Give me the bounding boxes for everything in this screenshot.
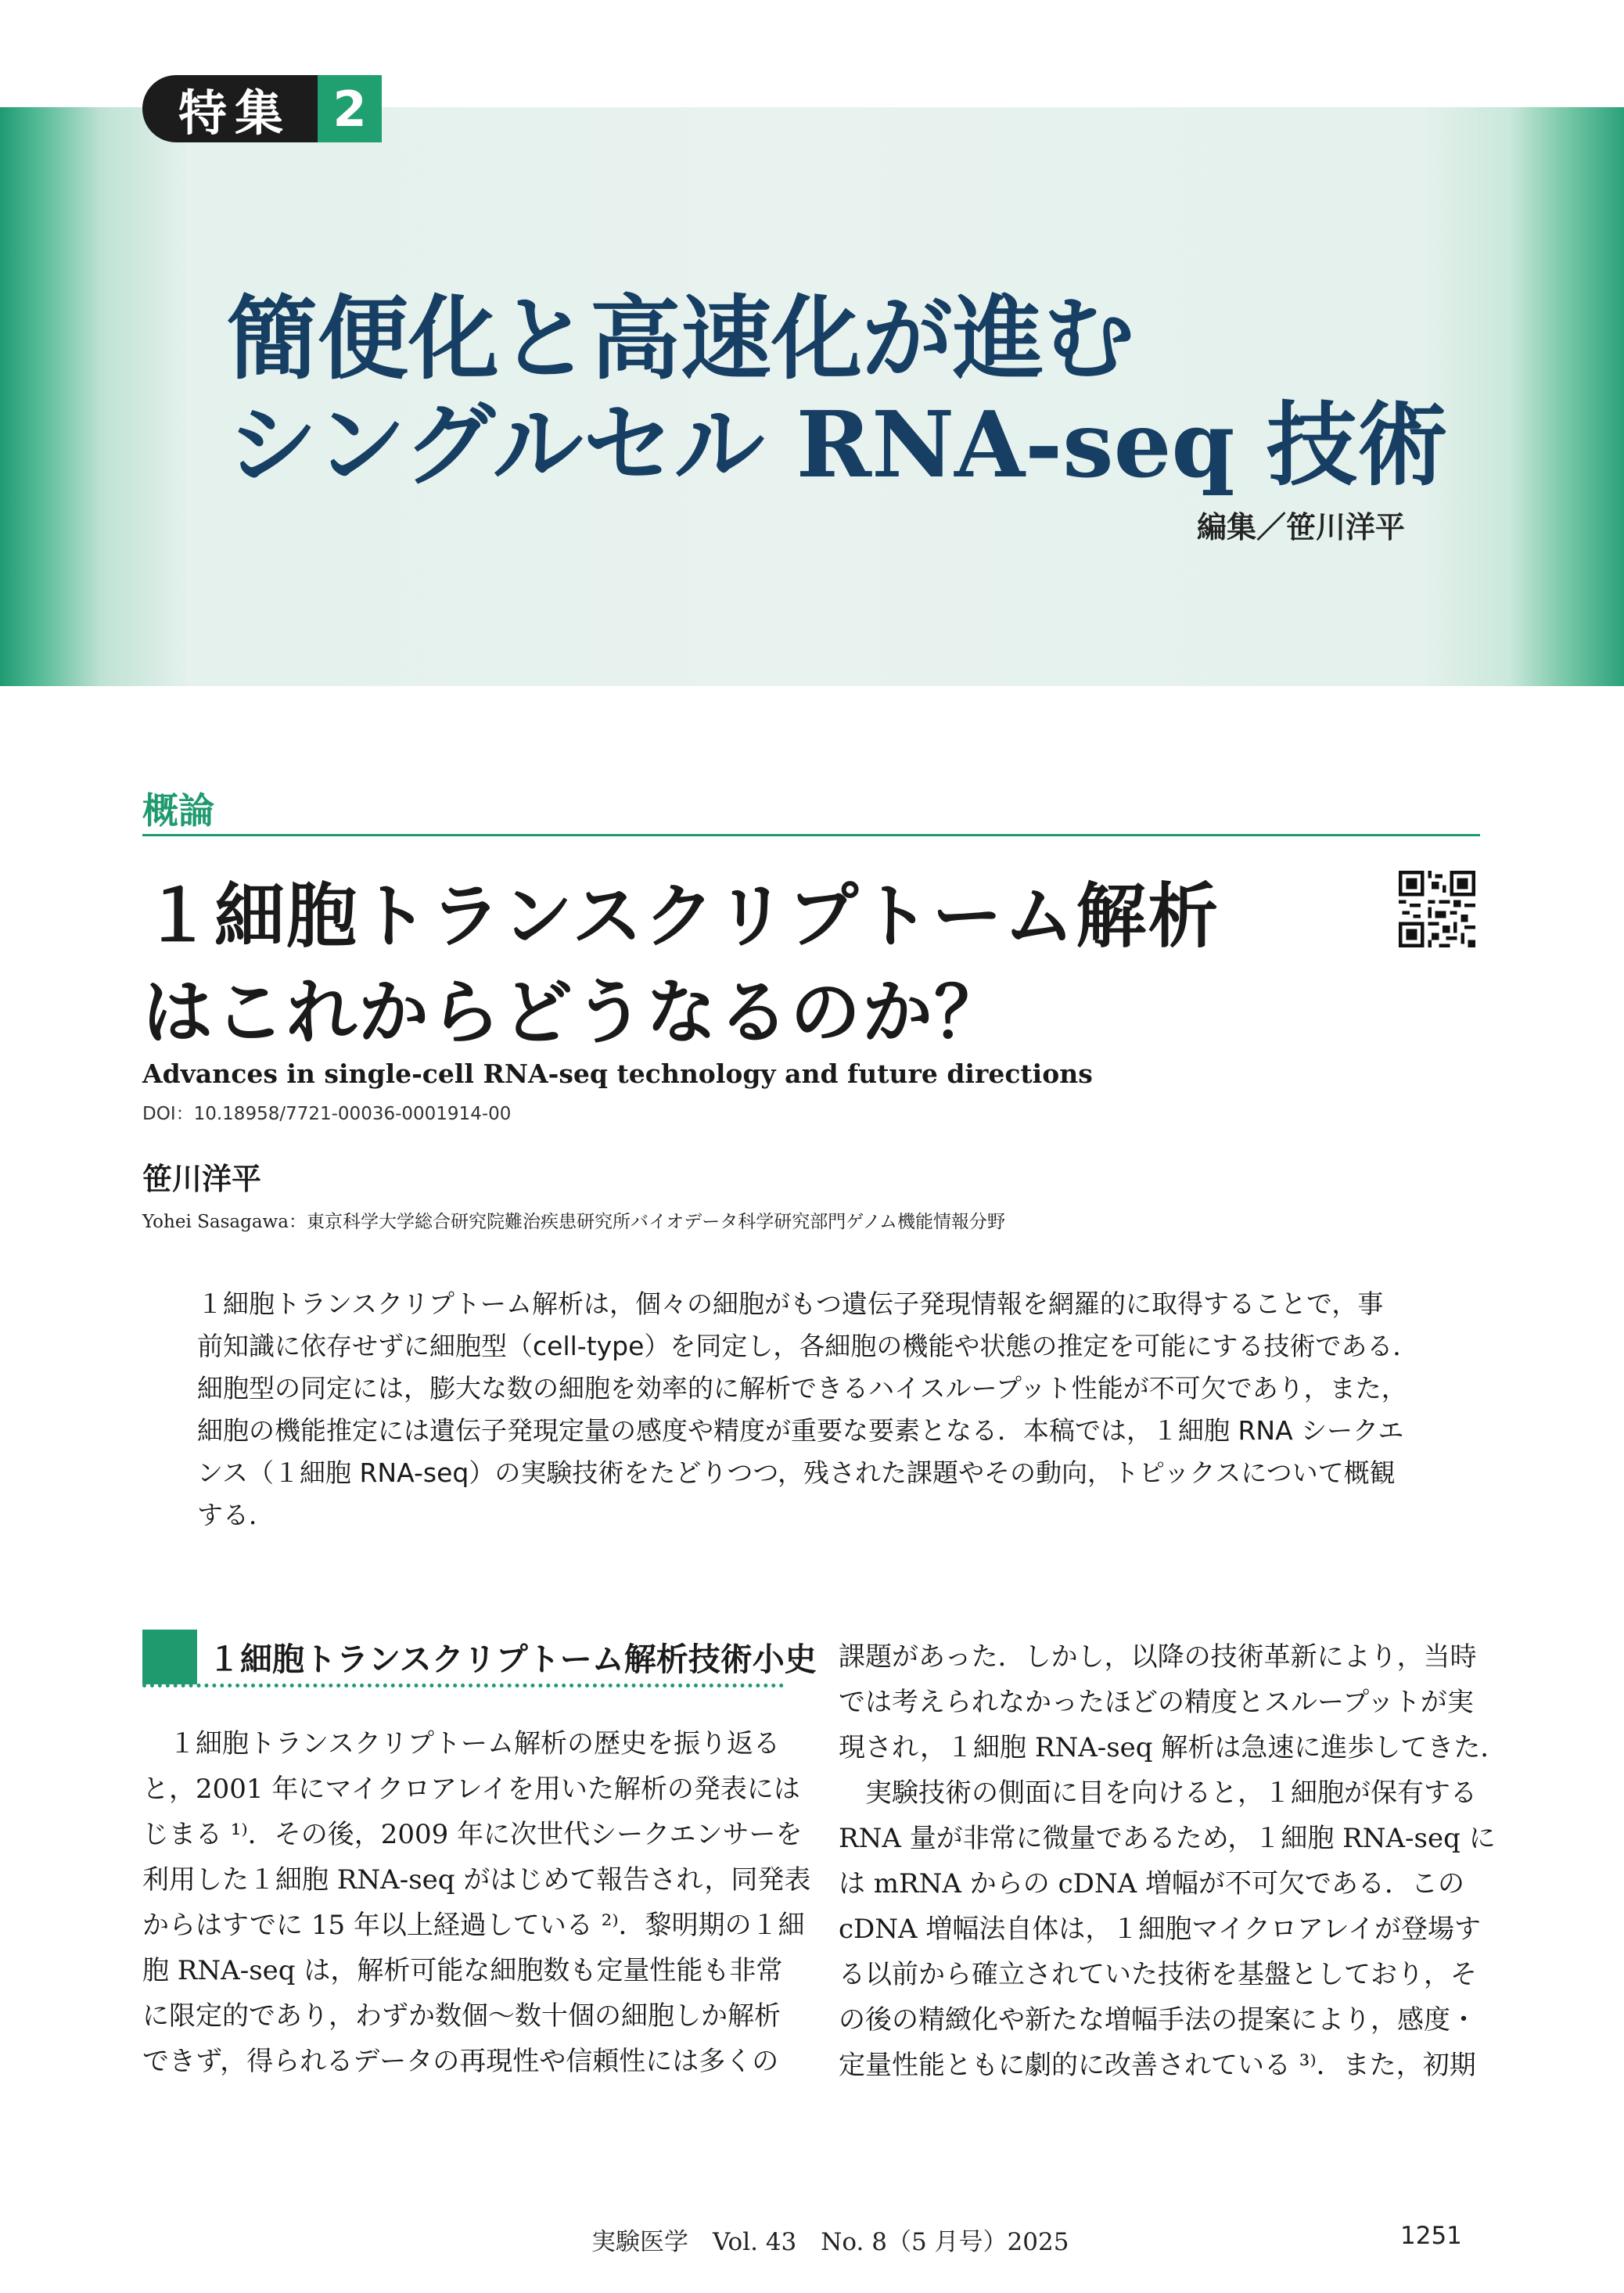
body-line: からはすでに 15 年以上経過している ²⁾．黎明期の１細 (142, 1910, 805, 1941)
feature-editor: 編集／笹川洋平 (1197, 510, 1406, 544)
article-title-line2: はこれからどうなるのか？ (142, 972, 1006, 1054)
body-line: 定量性能ともに劇的に改善されている ³⁾．また，初期 (839, 2050, 1476, 2081)
feature-badge (142, 75, 382, 142)
affiliation-romanized-name: Yohei Sasagawa (142, 1212, 289, 1232)
body-line: る以前から確立されていた技術を基盤としており，そ (839, 1959, 1477, 1990)
body-line: RNA 量が非常に微量であるため，１細胞 RNA-seq に (839, 1823, 1496, 1854)
body-line: じまる ¹⁾．その後，2009 年に次世代シークエンサーを (142, 1819, 803, 1850)
body-line: できず，得られるデータの再現性や信頼性には多くの (142, 2046, 779, 2077)
body-line: １細胞トランスクリプトーム解析の歴史を振り返る (142, 1728, 780, 1759)
qr-code-icon[interactable] (1399, 871, 1475, 947)
section-marker (142, 1630, 197, 1684)
abstract-line: 細胞の機能推定には遺伝子発現定量の感度や精度が重要な要素となる．本稿では，１細胞 RNA シークエ (197, 1415, 1404, 1446)
author-affiliation (142, 1207, 1005, 1233)
section-heading: １細胞トランスクリプトーム解析技術小史 (208, 1641, 817, 1678)
body-line: 実験技術の側面に目を向けると，１細胞が保有する (839, 1777, 1477, 1809)
body-line: 現され，１細胞 RNA-seq 解析は急速に進歩してきた． (839, 1732, 1507, 1763)
feature-title-line2: シングルセル RNA-seq 技術 (227, 392, 1448, 498)
body-line: の後の精緻化や新たな増幅手法の提案により，感度・ (839, 2004, 1477, 2036)
body-line: に限定的であり，わずか数個〜数十個の細胞しか解析 (142, 2000, 781, 2032)
body-line: cDNA 増幅法自体は，１細胞マイクロアレイが登場す (839, 1914, 1481, 1945)
author-name: 笹川洋平 (142, 1162, 262, 1196)
english-title: Advances in single-cell RNA-seq technology and future directions (142, 1058, 1093, 1089)
abstract (197, 1283, 1433, 1536)
doi: DOI：10.18958/7721-00036-0001914-00 (142, 1104, 512, 1124)
affiliation-institution: ：東京科学大学総合研究院難治疾患研究所バイオデータ科学研究部門ゲノム機能情報分野 (288, 1212, 1006, 1232)
body-line: 課題があった．しかし，以降の技術革新により，当時 (839, 1641, 1477, 1673)
abstract-line: 前知識に依存せずに細胞型（cell-type）を同定し，各細胞の機能や状態の推定を可能にする技術である． (197, 1331, 1419, 1361)
article-title-line1: １細胞トランスクリプトーム解析 (142, 875, 1220, 958)
feature-title-line1: 簡便化と高速化が進む (227, 286, 1134, 392)
body-line: 胞 RNA-seq は，解析可能な細胞数も定量性能も非常 (142, 1955, 783, 1986)
abstract-line: する． (197, 1500, 275, 1530)
body-line: 利用した１細胞 RNA-seq がはじめて報告され，同発表 (142, 1864, 811, 1896)
body-column-left (142, 1721, 811, 2084)
article-title (142, 868, 1347, 1061)
feature-number: 2 (318, 75, 382, 142)
article-category: 概論 (142, 789, 214, 832)
body-line: と，2001 年にマイクロアレイを用いた解析の発表には (142, 1774, 800, 1805)
body-line: では考えられなかったほどの精度とスループットが実 (839, 1687, 1474, 1718)
abstract-line: 細胞型の同定には，膨大な数の細胞を効率的に解析できるハイスループット性能が不可欠であり，また， (197, 1373, 1407, 1403)
abstract-line: １細胞トランスクリプトーム解析は，個々の細胞がもつ遺伝子発現情報を網羅的に取得することで，事 (197, 1288, 1384, 1319)
journal-footer: 実験医学 Vol. 43 No. 8（5 月号）2025 (591, 2228, 1069, 2256)
feature-label: 特集 (142, 75, 318, 142)
feature-title (227, 286, 1557, 498)
section-dotted-rule (142, 1684, 784, 1687)
body-line: は mRNA からの cDNA 増幅が不可欠である．この (839, 1868, 1464, 1899)
abstract-line: ンス（１細胞 RNA-seq）の実験技術をたどりつつ，残された課題やその動向，トピックスについて概観 (197, 1457, 1396, 1488)
page-number: 1251 (1400, 2222, 1462, 2250)
category-divider (142, 834, 1480, 836)
body-column-right (839, 1634, 1507, 2088)
